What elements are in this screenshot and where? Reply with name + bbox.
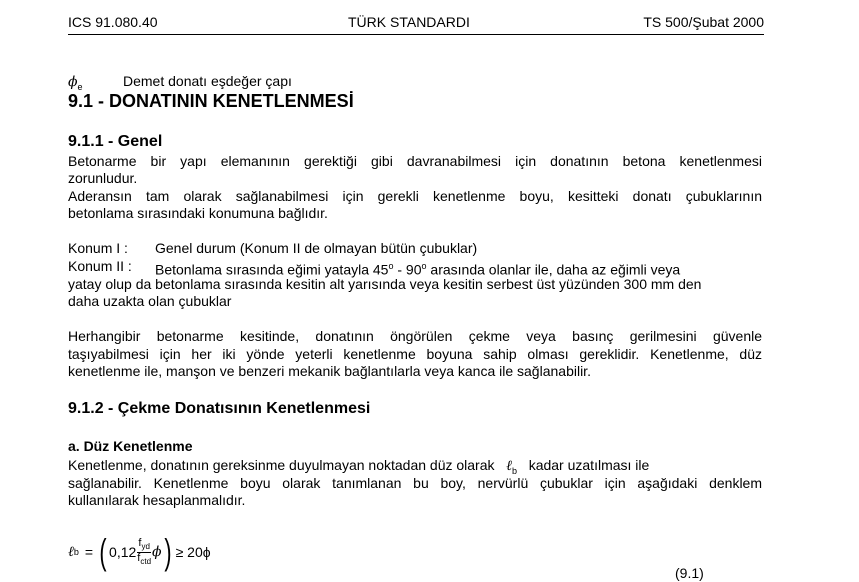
header-doc-id: TS 500/Şubat 2000: [643, 14, 764, 30]
phi-symbol: ϕ: [68, 74, 78, 90]
symbol-description: Demet donatı eşdeğer çapı: [123, 73, 292, 89]
konum-2-line-3: daha uzakta olan çubuklar: [68, 293, 232, 309]
straight-anchorage-title: a. Düz Kenetlenme: [68, 438, 193, 454]
general-paragraph-2-line-1: Aderansın tam olarak sağlanabilmesi için gerekli kenetlenme boyu, kesitteki donatı çubuklarının: [68, 188, 762, 204]
eq-right-paren: ): [163, 531, 172, 572]
equation-number: (9.1): [675, 565, 704, 581]
eq-phi: ϕ: [152, 544, 162, 560]
degree-mark-1: o: [388, 261, 394, 271]
eq-rhs: ≥ 20ϕ: [175, 544, 211, 560]
lb-subscript: b: [512, 465, 518, 476]
eq-equals: =: [84, 544, 94, 560]
eq-left-paren: (: [99, 531, 107, 572]
konum-2-line-2: yatay olup da betonlama sırasında kesitin alt yarısında veya kesitin serbest üst yüzünden 300 mm den: [68, 276, 702, 292]
header-standard-code: ICS 91.080.40: [68, 14, 158, 30]
header-title: TÜRK STANDARDI: [348, 14, 470, 30]
general-paragraph-3-line-1: Herhangibir betonarme kesitinde, donatının öngörülen çekme veya basınç gerilmesini güvenle: [68, 328, 762, 344]
general-paragraph-1-line-1: Betonarme bir yapı elemanının gerektiği gibi davranabilmesi için donatının betona kenetlenmesi: [68, 153, 762, 169]
eq-denominator: $f_{ctd}$: [137, 551, 152, 566]
tension-paragraph-line-2: sağlanabilir. Kenetlenme boyu olarak tanımlanan bu boy, nervürlü çubuklar için aşağıdaki denklem: [68, 475, 762, 491]
eq-numerator: $f_{yd}$: [138, 536, 150, 551]
subsection-general-title: 9.1.1 - Genel: [68, 133, 163, 150]
eq-lb-subscript: b: [73, 547, 79, 557]
general-paragraph-1-line-2: zorunludur.: [68, 170, 138, 186]
degree-mark-2: o: [421, 261, 427, 271]
subsection-tension-title: 9.1.2 - Çekme Donatısının Kenetlenmesi: [68, 400, 371, 417]
tension-paragraph-line-1: Kenetlenme, donatının gereksinme duyulmayan noktadan düz olarak ℓ$_b$ kadar uzatılması ile: [68, 457, 650, 476]
general-paragraph-3-line-3: kenetlenme ile, manşon ve benzeri mekanik bağlantılarla veya kanca ile sağlanabilir.: [68, 363, 591, 379]
equation-9-1: [68, 530, 211, 574]
konum-2-text: Betonlama sırasında eğimi yatayla 45$^o$ - 90$^o$ arasında olanlar ile, daha az eğimli veya: [155, 261, 681, 278]
section-title: 9.1 - DONATININ KENETLENMESİ: [68, 91, 354, 111]
konum-2-label: Konum II :: [68, 258, 132, 274]
konum-1-text: Genel durum (Konum II de olmayan bütün çubuklar): [155, 240, 478, 256]
eq-lb-symbol: ℓ: [68, 543, 74, 560]
phi-subscript: e: [77, 81, 83, 92]
general-paragraph-3-line-2: taşıyabilmesi için her iki yönde yeterli kenetlenme boyuna sahip olması gereklidir. Kenetlenme, düz: [68, 346, 762, 362]
lb-symbol: ℓ: [506, 458, 513, 474]
tension-paragraph-line-3: kullanılarak hesaplanmalıdır.: [68, 492, 246, 508]
eq-coefficient: 0,12: [109, 544, 137, 560]
konum-1-label: Konum I :: [68, 240, 128, 256]
eq-fraction: [137, 538, 151, 567]
general-paragraph-2-line-2: betonlama sırasındaki konumuna bağlıdır.: [68, 205, 328, 221]
header-rule: [68, 34, 764, 35]
